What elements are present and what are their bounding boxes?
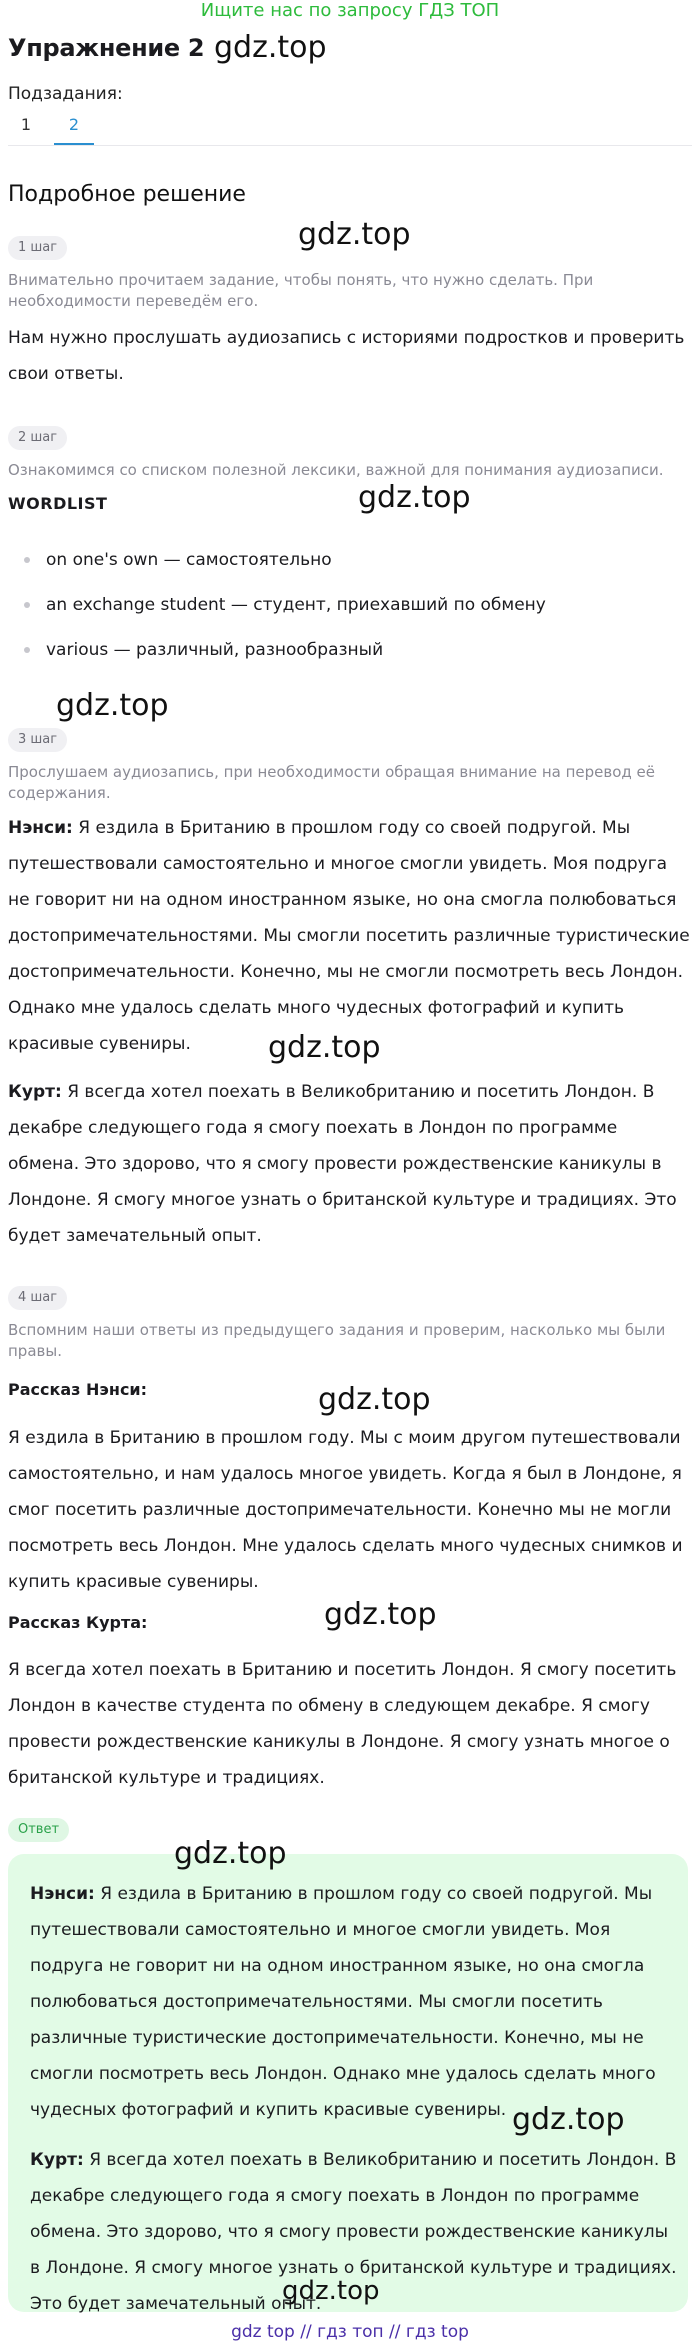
step-text: Нам нужно прослушать аудиозапись с историями подростков и проверить свои ответы. [8,328,685,384]
bullet-icon [24,602,30,608]
top-banner: Ищите нас по запросу ГДЗ ТОП [200,0,500,21]
tab-subtask-1[interactable]: 1 [20,115,32,134]
watermark: gdz.top [512,2102,625,2137]
subtasks-label: Подзадания: [8,84,123,104]
kurt-story: Курт: Я всегда хотел поехать в Великобританию и посетить Лондон. В декабре следующего года я смогу поехать в Лондон по программе обмена. Это здорово, что я смогу провести рождественские каникулы в Лондоне. Я смогу многое узнать о британской культуре и традициях. Это будет замечательный опыт. [8,1082,677,1246]
answer-nancy: Нэнси: Я ездила в Британию в прошлом году со своей подругой. Мы путешествовали самостоятельно и многое смогли увидеть. Моя подруга не говорит ни на одном иностранном языке, но она смогла полюбоваться достопримечательностями. Мы смогли посетить различные туристические достопримечательности. Конечно, мы не смогли посмотреть весь Лондон. Однако мне удалось сделать много чудесных фотографий и купить красивые сувениры. [30,1884,656,2120]
nancy-story: Нэнси: Я ездила в Британию в прошлом году со своей подругой. Мы путешествовали самостоятельно и многое смогли увидеть. Моя подруга не говорит ни на одном иностранном языке, но она смогла полюбоваться достопримечательностями. Мы смогли посетить различные туристические достопримечательности. Конечно, мы не смогли посмотреть весь Лондон. Однако мне удалось сделать много чудесных фотографий и купить красивые сувениры. [8,818,690,1054]
watermark: gdz.top [324,1597,437,1632]
solution-title: Подробное решение [8,182,246,207]
answer-kurt: Курт: Я всегда хотел поехать в Великобританию и посетить Лондон. В декабре следующего года я смогу поехать в Лондон по программе обмена. Это здорово, что я смогу провести рождественские каникулы в Лондоне. Я смогу многое узнать о британской культуре и традициях. Это будет замечательный опыт. [30,2150,677,2314]
footer-links[interactable]: gdz top // гдз топ // гдз top [231,2322,469,2342]
bullet-icon [24,557,30,563]
kurt-story-text: Я всегда хотел поехать в Британию и посетить Лондон. Я смогу посетить Лондон в качестве студента по обмену в следующем декабре. Я смогу провести рождественские каникулы в Лондоне. Я смогу узнать многое о британской культуре и традициях. [8,1660,677,1788]
step-badge: 2 шаг [8,426,67,450]
page-title: Упражнение 2 [8,34,205,62]
watermark: gdz.top [214,30,327,65]
tabs-divider [8,145,692,146]
watermark: gdz.top [56,688,169,723]
watermark: gdz.top [358,480,471,515]
bullet-icon [24,647,30,653]
watermark: gdz.top [298,217,411,252]
step-hint: Ознакомимся со списком полезной лексики, важной для понимания аудиозаписи. [8,461,664,479]
watermark: gdz.top [318,1382,431,1417]
watermark: gdz.top [268,1030,381,1065]
nancy-story-text: Я ездила в Британию в прошлом году. Мы с моим другом путешествовали самостоятельно, и нам удалось многое увидеть. Когда я был в Лондоне, я смог посетить различные достопримечательности. Конечно мы не могли посмотреть весь Лондон. Мне удалось сделать много чудесных снимков и купить красивые сувениры. [8,1428,683,1592]
watermark: gdz.top [174,1836,287,1871]
step-badge: 3 шаг [8,728,67,752]
nancy-story-heading: Рассказ Нэнси: [8,1380,148,1399]
answer-badge: Ответ [8,1818,69,1842]
step-hint: Внимательно прочитаем задание, чтобы понять, что нужно сделать. При необходимости переведём его. [8,271,594,310]
step-badge: 1 шаг [8,236,67,260]
wordlist-item: various — различный, разнообразный [24,640,383,660]
kurt-story-heading: Рассказ Курта: [8,1613,148,1632]
watermark: gdz.top [282,2276,380,2306]
step-hint: Прослушаем аудиозапись, при необходимости обращая внимание на перевод её содержания. [8,763,655,802]
step-hint: Вспомним наши ответы из предыдущего задания и проверим, насколько мы были правы. [8,1321,666,1360]
tab-subtask-2[interactable]: 2 [54,115,94,145]
wordlist-title: WORDLIST [8,494,108,513]
wordlist-item: an exchange student — студент, приехавший по обмену [24,595,546,615]
wordlist-item: on one's own — самостоятельно [24,550,332,570]
step-badge: 4 шаг [8,1286,67,1310]
